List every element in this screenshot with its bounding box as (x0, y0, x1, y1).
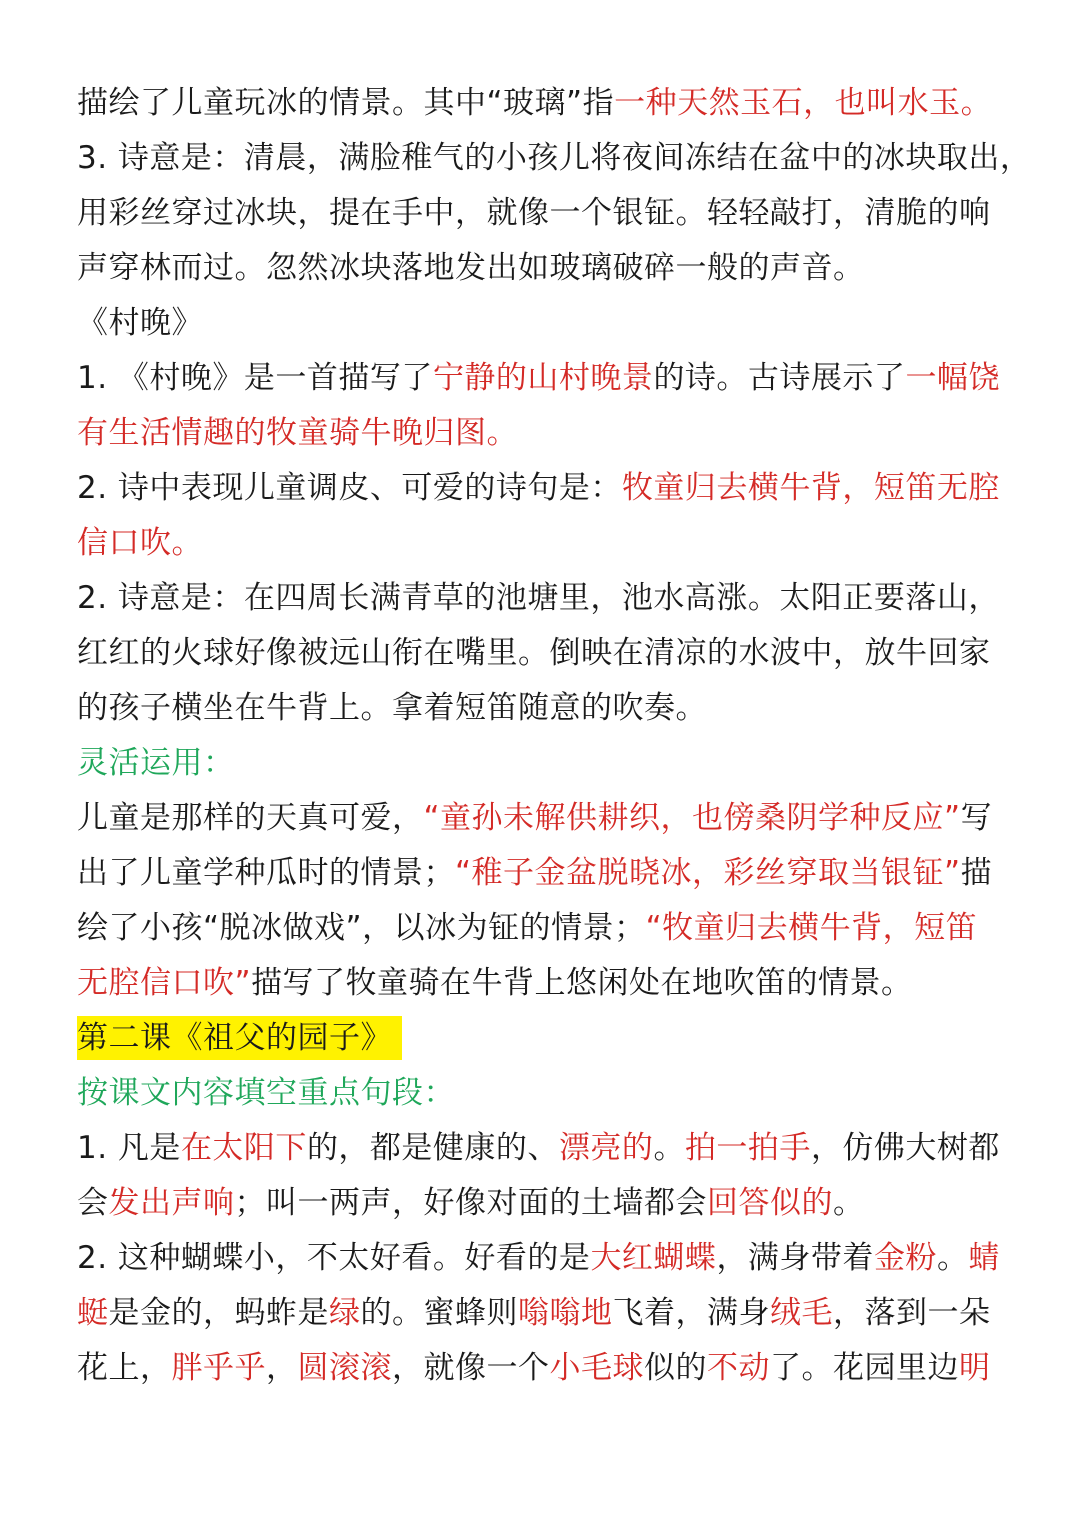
text-segment: 飞着，满身 (612, 1295, 770, 1331)
text-line (77, 1341, 1007, 1396)
text-segment: 会 (77, 1185, 109, 1221)
text-segment: ，满身带着 (716, 1240, 874, 1276)
text-line (77, 901, 1007, 956)
text-segment: 2. 诗意是：在四周长满青草的池塘里，池水高涨。太阳正要落山， (77, 580, 1000, 616)
text-segment: 。 (653, 1130, 685, 1166)
highlighted-answer: 小毛球 (549, 1350, 644, 1386)
highlighted-answer: “稚子金盆脱晓冰，彩丝穿取当银钲” (455, 855, 961, 891)
text-line (77, 846, 1007, 901)
text-segment: 2. 这种蝴蝶小，不太好看。好看的是 (77, 1240, 591, 1276)
highlighted-answer: 蜓 (77, 1295, 109, 1331)
text-line (77, 1286, 1007, 1341)
highlighted-answer: “牧童归去横牛背，短笛 (645, 910, 978, 946)
text-segment: 了。花园里边 (770, 1350, 959, 1386)
highlighted-answer: 绒毛 (770, 1295, 833, 1331)
section-heading: 按课文内容填空重点句段： (77, 1075, 455, 1111)
section-heading: 灵活运用： (77, 745, 235, 781)
highlighted-answer: 漂亮的 (558, 1130, 654, 1166)
text-segment: 儿童是那样的天真可爱， (77, 800, 424, 836)
text-segment: 。 (833, 1185, 865, 1221)
highlighted-answer: 圆滚滚 (297, 1350, 392, 1386)
text-line (77, 791, 1007, 846)
text-line (77, 131, 1032, 186)
text-line (77, 1121, 1007, 1176)
text-segment: ；叫一两声，好像对面的土墙都会 (234, 1185, 707, 1221)
highlighted-answer: 一种天然玉石，也叫水玉。 (614, 85, 993, 121)
text-line (77, 1066, 1007, 1121)
text-segment: ，落到一朵 (833, 1295, 991, 1331)
text-segment: 描 (960, 855, 993, 891)
highlighted-answer: 一幅饶 (905, 360, 1000, 396)
text-segment: 声穿林而过。忽然冰块落地发出如玻璃破碎一般的声音。 (77, 250, 865, 286)
text-segment: 3. 诗意是：清晨，满脸稚气的小孩儿将夜间冻结在盆中的冰块取出， (77, 140, 1032, 176)
text-line (77, 516, 1007, 571)
text-line (77, 186, 1007, 241)
highlighted-answer: 胖乎乎 (171, 1350, 266, 1386)
lesson-title: 第二课《祖父的园子》 (77, 1016, 402, 1060)
highlighted-answer: 发出声响 (108, 1185, 235, 1221)
text-line (77, 1011, 1007, 1066)
text-segment: ，就像一个 (392, 1350, 550, 1386)
highlighted-answer: 蜻 (968, 1240, 1000, 1276)
text-segment: 用彩丝穿过冰块，提在手中，就像一个银钲。轻轻敲打，清脆的响 (77, 195, 991, 231)
highlighted-answer: 大红蝴蝶 (590, 1240, 717, 1276)
highlighted-answer: “童孙未解供耕织，也傍桑阴学种反应” (423, 800, 961, 836)
text-segment: 。 (936, 1240, 969, 1276)
text-segment: 的。蜜蜂则 (360, 1295, 518, 1331)
highlighted-answer: 无腔信口吹” (77, 965, 252, 1001)
highlighted-answer: 拍一拍手 (684, 1130, 811, 1166)
text-line (77, 406, 1007, 461)
text-segment: 的孩子横坐在牛背上。拿着短笛随意的吹奏。 (77, 690, 707, 726)
text-line (77, 241, 1007, 296)
text-line (77, 461, 1007, 516)
highlighted-answer: 信口吹。 (77, 525, 203, 561)
text-line (77, 1231, 1007, 1286)
highlighted-answer: 回答似的 (707, 1185, 833, 1221)
text-line (77, 626, 1007, 681)
highlighted-answer: 明 (959, 1350, 991, 1386)
text-line (77, 1176, 1007, 1231)
text-segment: ， (266, 1350, 298, 1386)
highlighted-answer: 在太阳下 (180, 1130, 307, 1166)
text-line (77, 736, 1007, 791)
text-segment: 2. 诗中表现儿童调皮、可爱的诗句是： (77, 470, 622, 506)
text-segment: 的，都是健康的、 (306, 1130, 559, 1166)
text-line (77, 296, 1007, 351)
highlighted-answer: 嗡嗡地 (518, 1295, 613, 1331)
text-segment: 写 (960, 800, 993, 836)
text-segment: 出了儿童学种瓜时的情景； (77, 855, 455, 891)
highlighted-answer: 绿 (329, 1295, 361, 1331)
text-segment: 似的 (644, 1350, 707, 1386)
text-segment: 绘了小孩“脱冰做戏”，以冰为钲的情景； (77, 910, 646, 946)
text-segment: 是金的，蚂蚱是 (108, 1295, 329, 1331)
text-segment: ，仿佛大树都 (810, 1130, 1000, 1166)
text-line (77, 76, 1007, 131)
highlighted-answer: 有生活情趣的牧童骑牛晚归图。 (77, 415, 518, 451)
text-segment: 1. 凡是 (77, 1130, 181, 1166)
text-line (77, 681, 1007, 736)
text-segment: 红红的火球好像被远山衔在嘴里。倒映在清凉的水波中，放牛回家 (77, 635, 991, 671)
text-segment: 描绘了儿童玩冰的情景。其中“玻璃”指 (77, 85, 615, 121)
text-segment: 描写了牧童骑在牛背上悠闲处在地吹笛的情景。 (251, 965, 913, 1001)
text-segment: 的诗。古诗展示了 (653, 360, 906, 396)
text-line (77, 956, 1007, 1011)
highlighted-answer: 宁静的山村晚景 (432, 360, 654, 396)
text-segment: 1. 《村晚》是一首描写了 (77, 360, 433, 396)
highlighted-answer: 不动 (707, 1350, 770, 1386)
text-segment: 《村晚》 (77, 305, 203, 341)
text-line (77, 571, 1007, 626)
document-page (77, 76, 1032, 1396)
highlighted-answer: 牧童归去横牛背，短笛无腔 (621, 470, 1000, 506)
text-line (77, 351, 1007, 406)
highlighted-answer: 金粉 (873, 1240, 937, 1276)
text-segment: 花上， (77, 1350, 172, 1386)
